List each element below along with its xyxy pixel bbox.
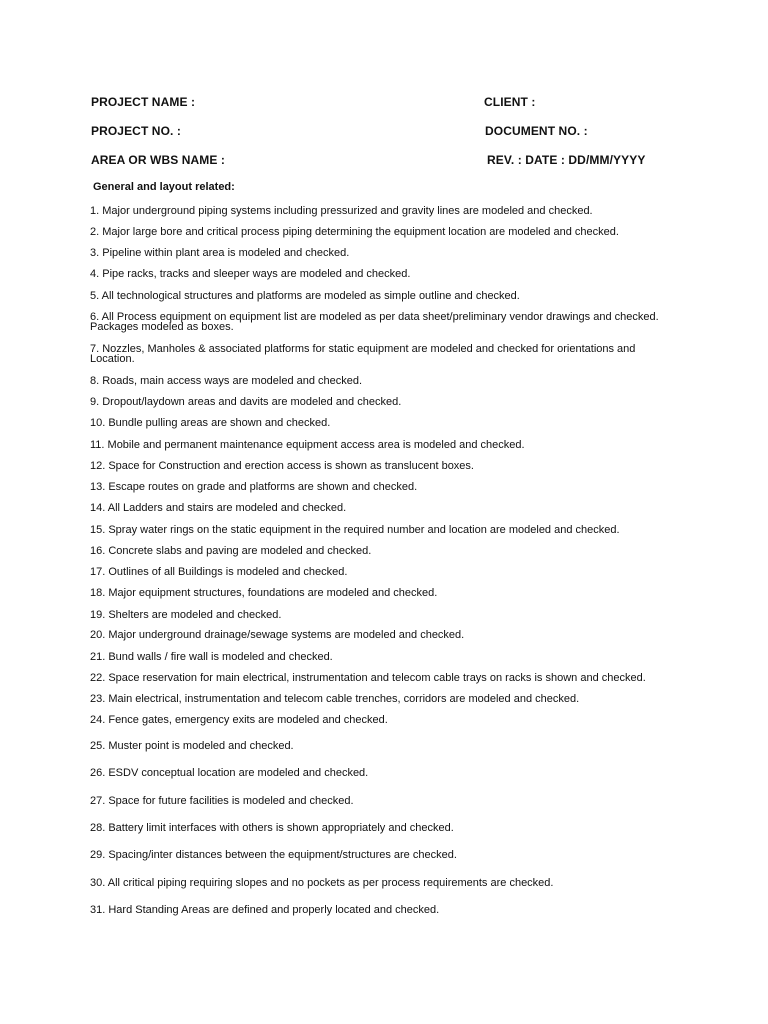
checklist-item: 2. Major large bore and critical process piping determining the equipment location are modeled and checked. [90, 226, 619, 238]
checklist-item: 16. Concrete slabs and paving are modeled and checked. [90, 545, 372, 557]
checklist-item: 15. Spray water rings on the static equipment in the required number and location are modeled and checked. [90, 524, 620, 536]
checklist-item: 24. Fence gates, emergency exits are modeled and checked. [90, 714, 388, 726]
checklist-item: 14. All Ladders and stairs are modeled and checked. [90, 502, 347, 514]
checklist-item: 19. Shelters are modeled and checked. [90, 609, 282, 621]
checklist-item: 12. Space for Construction and erection access is shown as translucent boxes. [90, 460, 474, 472]
checklist-item: 5. All technological structures and platforms are modeled as simple outline and checked. [90, 290, 520, 302]
checklist-item: 11. Mobile and permanent maintenance equipment access area is modeled and checked. [90, 439, 525, 451]
checklist-item: 7. Nozzles, Manholes & associated platforms for static equipment are modeled and checked for orientations and Location. [90, 343, 636, 365]
checklist-item: 25. Muster point is modeled and checked. [90, 740, 294, 752]
checklist-item: 26. ESDV conceptual location are modeled and checked. [90, 767, 369, 779]
checklist-item: 8. Roads, main access ways are modeled and checked. [90, 375, 363, 387]
checklist-item: 20. Major underground drainage/sewage systems are modeled and checked. [90, 629, 465, 641]
checklist-item: 9. Dropout/laydown areas and davits are modeled and checked. [90, 396, 402, 408]
checklist-item: 30. All critical piping requiring slopes and no pockets as per process requirements are checked. [90, 877, 554, 889]
checklist-item: 23. Main electrical, instrumentation and telecom cable trenches, corridors are modeled and checked. [90, 693, 580, 705]
checklist-item: 29. Spacing/inter distances between the equipment/structures are checked. [90, 849, 457, 861]
checklist-item: 27. Space for future facilities is modeled and checked. [90, 795, 354, 807]
area-wbs-label: AREA OR WBS NAME : [91, 153, 226, 167]
project-name-label: PROJECT NAME : [91, 95, 196, 109]
client-label: CLIENT : [484, 95, 536, 109]
checklist-item: 28. Battery limit interfaces with others is shown appropriately and checked. [90, 822, 454, 834]
checklist-item: 1. Major underground piping systems including pressurized and gravity lines are modeled and checked. [90, 205, 593, 217]
project-no-label: PROJECT NO. : [91, 124, 181, 138]
checklist-item: 10. Bundle pulling areas are shown and checked. [90, 417, 331, 429]
rev-date-label: REV. : DATE : DD/MM/YYYY [487, 153, 646, 167]
section-title: General and layout related: [93, 181, 235, 193]
checklist-item: 18. Major equipment structures, foundations are modeled and checked. [90, 587, 438, 599]
checklist-item: 21. Bund walls / fire wall is modeled and checked. [90, 651, 333, 663]
checklist-item: 13. Escape routes on grade and platforms are shown and checked. [90, 481, 418, 493]
checklist-item: 6. All Process equipment on equipment list are modeled as per data sheet/preliminary vendor drawings and checked. Packages modeled as boxes. [90, 311, 659, 333]
checklist-item: 3. Pipeline within plant area is modeled and checked. [90, 247, 350, 259]
checklist-item: 4. Pipe racks, tracks and sleeper ways are modeled and checked. [90, 268, 411, 280]
checklist-item: 22. Space reservation for main electrical, instrumentation and telecom cable trays on racks is shown and checked. [90, 672, 646, 684]
checklist-item: 31. Hard Standing Areas are defined and properly located and checked. [90, 904, 440, 916]
checklist-item: 17. Outlines of all Buildings is modeled and checked. [90, 566, 348, 578]
document-no-label: DOCUMENT NO. : [485, 124, 588, 138]
